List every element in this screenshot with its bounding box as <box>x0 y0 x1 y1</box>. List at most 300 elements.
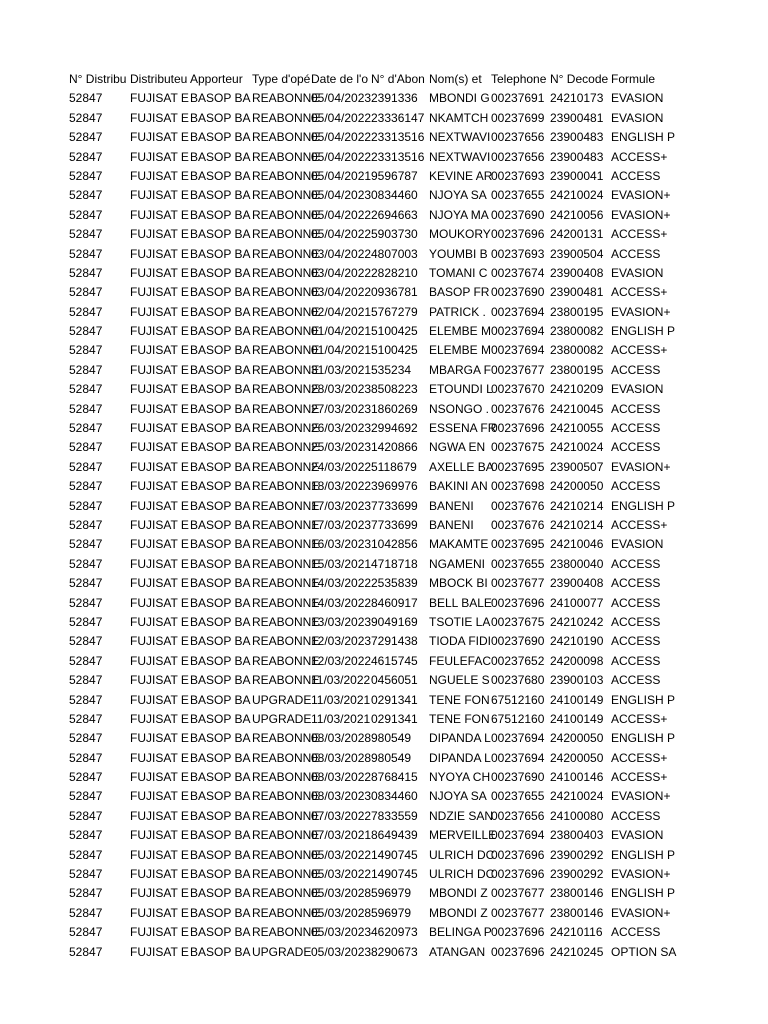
table-cell: BASOP BA <box>190 556 251 571</box>
table-cell: REABONNE <box>252 576 320 591</box>
table-cell: ACCESS+ <box>611 750 668 765</box>
table-cell: 03/04/2022 <box>311 265 372 280</box>
table-cell: 2535839 <box>371 576 418 591</box>
table-cell: 24200050 <box>550 731 604 746</box>
table-cell: 52847 <box>69 770 103 785</box>
table-row <box>68 652 670 671</box>
table-cell: 1860269 <box>371 401 418 416</box>
table-cell: 52847 <box>69 692 103 707</box>
table-cell: BASOP BA <box>190 847 251 862</box>
table-row <box>68 109 670 128</box>
table-cell: 52847 <box>69 808 103 823</box>
table-cell: BASOP BA <box>190 867 251 882</box>
table-cell: FUJISAT E <box>130 130 189 145</box>
table-cell: BASOP BA <box>190 207 251 222</box>
table-cell: 05/03/2028 <box>311 886 372 901</box>
table-cell: 1490745 <box>371 847 418 862</box>
table-cell: 3969976 <box>371 479 418 494</box>
table-cell: 00237690 <box>491 207 545 222</box>
table-cell: BASOP BA <box>190 808 251 823</box>
table-cell: REABONNE <box>252 479 320 494</box>
table-cell: 7833559 <box>371 808 418 823</box>
table-cell: 52847 <box>69 905 103 920</box>
table-cell: 28/03/2023 <box>311 382 372 397</box>
table-cell: NDZIE SAN <box>429 808 494 823</box>
table-cell: 2994692 <box>371 421 418 436</box>
table-cell: 00237655 <box>491 789 545 804</box>
table-cell: 980549 <box>371 731 412 746</box>
table-cell: 08/03/2022 <box>311 770 372 785</box>
table-cell: 24100080 <box>550 808 604 823</box>
table-cell: ACCESS+ <box>611 227 668 242</box>
table-row <box>68 400 670 419</box>
table-cell: TSOTIE LA <box>429 614 491 629</box>
table-cell: 4615745 <box>371 653 418 668</box>
table-cell: 24210024 <box>550 789 604 804</box>
table-cell: ACCESS+ <box>611 711 668 726</box>
table-cell: 05/04/2021 <box>311 168 372 183</box>
table-cell: 52847 <box>69 944 103 959</box>
table-cell: REABONNE <box>252 653 320 668</box>
table-cell: 596979 <box>371 886 412 901</box>
table-cell: 23800082 <box>550 324 604 339</box>
table-cell: BASOP BA <box>190 421 251 436</box>
table-cell: FUJISAT E <box>130 614 189 629</box>
table-cell: 07/03/2021 <box>311 828 372 843</box>
table-cell: 23900504 <box>550 246 604 261</box>
header-cell-col-operation-type: Type d'opé <box>252 72 311 86</box>
table-cell: 1490745 <box>371 867 418 882</box>
spreadsheet-table <box>68 70 677 962</box>
table-cell: FUJISAT E <box>130 479 189 494</box>
table-cell: ACCESS <box>611 246 661 261</box>
table-cell: FUJISAT E <box>130 867 189 882</box>
table-cell: 00237694 <box>491 324 545 339</box>
table-cell: 23900292 <box>550 847 604 862</box>
table-cell: 00237696 <box>491 944 545 959</box>
table-cell: ENGLISH P <box>611 731 676 746</box>
table-cell: EVASION+ <box>611 789 671 804</box>
table-cell: EVASION <box>611 382 664 397</box>
table-cell: 26/03/2023 <box>311 421 372 436</box>
table-cell: ACCESS <box>611 576 661 591</box>
table-row <box>68 787 670 806</box>
table-cell: 00237694 <box>491 304 545 319</box>
header-cell-col-distributor: Distributeu <box>130 72 188 86</box>
table-cell: 8768415 <box>371 770 418 785</box>
table-cell: 00237690 <box>491 634 545 649</box>
table-cell: REABONNE <box>252 847 320 862</box>
table-cell: FUJISAT E <box>130 634 189 649</box>
table-row <box>68 826 670 845</box>
table-cell: BASOP BA <box>190 459 251 474</box>
table-cell: 67512160 <box>491 711 545 726</box>
table-cell: 24210209 <box>550 382 604 397</box>
table-cell: 18/03/2022 <box>311 479 372 494</box>
header-cell-col-referrer: Apporteur <box>190 72 243 86</box>
table-cell: FUJISAT E <box>130 440 189 455</box>
table-row <box>68 535 670 554</box>
table-row <box>68 264 670 283</box>
table-cell: DIPANDA L <box>429 731 491 746</box>
table-cell: 05/03/2022 <box>311 847 372 862</box>
table-cell: BASOP BA <box>190 130 251 145</box>
table-cell: 24200050 <box>550 750 604 765</box>
table-cell: REABONNE <box>252 91 320 106</box>
table-cell: 24210024 <box>550 188 604 203</box>
table-cell: 03/04/2022 <box>311 285 372 300</box>
table-cell: ACCESS <box>611 168 661 183</box>
table-cell: FUJISAT E <box>130 517 189 532</box>
header-cell-col-distributor-number: N° Distribu <box>69 72 127 86</box>
table-cell: 00237655 <box>491 188 545 203</box>
table-cell: 980549 <box>371 750 412 765</box>
table-cell: 23900041 <box>550 168 604 183</box>
table-cell: ACCESS <box>611 595 661 610</box>
table-cell: REABONNE <box>252 130 320 145</box>
table-cell: 8649439 <box>371 828 418 843</box>
table-cell: 08/03/2023 <box>311 789 372 804</box>
table-cell: UPGRADE <box>252 711 312 726</box>
table-cell: 52847 <box>69 653 103 668</box>
table-cell: 15/03/2021 <box>311 556 372 571</box>
table-cell: BASOP BA <box>190 537 251 552</box>
table-cell: 23900481 <box>550 110 604 125</box>
table-cell: 0834460 <box>371 789 418 804</box>
table-row <box>68 884 676 903</box>
table-cell: 23800040 <box>550 556 604 571</box>
table-row <box>68 167 670 186</box>
table-cell: 52847 <box>69 130 103 145</box>
table-cell: 52847 <box>69 246 103 261</box>
table-cell: 00237696 <box>491 847 545 862</box>
table-cell: BASOP BA <box>190 498 251 513</box>
table-cell: 8290673 <box>371 944 418 959</box>
table-cell: BASOP BA <box>190 750 251 765</box>
table-cell: EVASION <box>611 265 664 280</box>
header-cell-col-formula: Formule <box>611 72 656 86</box>
table-cell: 12/03/2022 <box>311 653 372 668</box>
table-cell: 00237695 <box>491 537 545 552</box>
table-cell: MBONDI G <box>429 91 490 106</box>
table-cell: BASOP BA <box>190 828 251 843</box>
table-row <box>68 380 670 399</box>
table-body <box>68 89 677 962</box>
table-cell: ACCESS <box>611 440 661 455</box>
table-cell: FUJISAT E <box>130 770 189 785</box>
table-cell: FUJISAT E <box>130 207 189 222</box>
table-cell: 00237677 <box>491 576 545 591</box>
table-cell: EVASION <box>611 110 664 125</box>
table-cell: 52847 <box>69 227 103 242</box>
table-cell: REABONNE <box>252 227 320 242</box>
table-cell: 05/03/2023 <box>311 925 372 940</box>
table-cell: EVASION+ <box>611 188 671 203</box>
table-cell: 52847 <box>69 168 103 183</box>
table-cell: 05/04/2023 <box>311 91 372 106</box>
table-cell: FUJISAT E <box>130 285 189 300</box>
table-cell: 00237656 <box>491 149 545 164</box>
table-cell: 24210214 <box>550 498 604 513</box>
table-cell: BASOP BA <box>190 517 251 532</box>
table-cell: FUJISAT E <box>130 227 189 242</box>
table-cell: 05/03/2028 <box>311 905 372 920</box>
table-cell: 00237690 <box>491 770 545 785</box>
table-cell: ACCESS+ <box>611 149 668 164</box>
table-cell: TOMANI C <box>429 265 488 280</box>
table-cell: 00237656 <box>491 130 545 145</box>
table-cell: 52847 <box>69 382 103 397</box>
table-cell: 24100146 <box>550 770 604 785</box>
table-cell: 00237690 <box>491 285 545 300</box>
table-cell: ULRICH DC <box>429 847 495 862</box>
table-cell: BANENI <box>429 517 474 532</box>
table-cell: FUJISAT E <box>130 421 189 436</box>
table-cell: ACCESS+ <box>611 770 668 785</box>
table-cell: 05/03/2022 <box>311 867 372 882</box>
table-cell: 52847 <box>69 711 103 726</box>
table-cell: FUJISAT E <box>130 149 189 164</box>
table-cell: BASOP FR <box>429 285 490 300</box>
table-cell: 23900483 <box>550 130 604 145</box>
table-cell: BASOP BA <box>190 304 251 319</box>
table-cell: 00237674 <box>491 265 545 280</box>
table-cell: 00237694 <box>491 750 545 765</box>
table-cell: REABONNE <box>252 770 320 785</box>
table-cell: 52847 <box>69 479 103 494</box>
table-cell: EVASION+ <box>611 304 671 319</box>
table-row <box>68 710 670 729</box>
table-cell: REABONNE <box>252 673 320 688</box>
table-cell: 00237696 <box>491 925 545 940</box>
table-cell: REABONNE <box>252 614 320 629</box>
table-cell: BASOP BA <box>190 362 251 377</box>
table-cell: FUJISAT E <box>130 886 189 901</box>
table-cell: 00237694 <box>491 343 545 358</box>
table-cell: UPGRADE <box>252 692 312 707</box>
table-cell: 02/04/2021 <box>311 304 372 319</box>
table-cell: 17/03/2023 <box>311 498 372 513</box>
table-cell: 24210116 <box>550 925 603 940</box>
table-cell: BASOP BA <box>190 634 251 649</box>
table-cell: FUJISAT E <box>130 188 189 203</box>
table-cell: 05/04/2022 <box>311 149 372 164</box>
table-cell: 03/04/2022 <box>311 246 372 261</box>
table-cell: FUJISAT E <box>130 537 189 552</box>
table-cell: BASOP BA <box>190 246 251 261</box>
table-row <box>68 516 670 535</box>
table-cell: FUJISAT E <box>130 905 189 920</box>
table-cell: 0291341 <box>371 711 418 726</box>
table-cell: BASOP BA <box>190 91 251 106</box>
table-cell: 52847 <box>69 537 103 552</box>
table-cell: 52847 <box>69 91 103 106</box>
table-cell: 23900408 <box>550 576 604 591</box>
table-cell: REABONNE <box>252 382 320 397</box>
header-cell-col-subscriber-number: N° d'Abon <box>371 72 425 86</box>
table-cell: 24210173 <box>550 91 604 106</box>
table-cell: 52847 <box>69 265 103 280</box>
table-cell: 00237656 <box>491 808 545 823</box>
table-cell: YOUMBI B <box>429 246 488 261</box>
table-cell: 4807003 <box>371 246 418 261</box>
table-cell: FUJISAT E <box>130 343 189 358</box>
table-cell: REABONNE <box>252 886 320 901</box>
table-cell: 52847 <box>69 188 103 203</box>
table-cell: 9596787 <box>371 168 418 183</box>
table-cell: NGAMENI <box>429 556 486 571</box>
table-cell: 00237699 <box>491 110 545 125</box>
table-cell: FUJISAT E <box>130 595 189 610</box>
table-cell: BASOP BA <box>190 168 251 183</box>
table-cell: 8508223 <box>371 382 418 397</box>
table-cell: ACCESS <box>611 479 661 494</box>
table-cell: 00237675 <box>491 614 545 629</box>
table-cell: 52847 <box>69 440 103 455</box>
table-row <box>68 749 670 768</box>
table-cell: REABONNE <box>252 401 320 416</box>
table-cell: 0834460 <box>371 188 418 203</box>
table-cell: 00237694 <box>491 731 545 746</box>
table-cell: 00237675 <box>491 440 545 455</box>
table-cell: BANENI <box>429 498 474 513</box>
table-cell: ELEMBE M <box>429 343 492 358</box>
table-cell: BASOP BA <box>190 285 251 300</box>
table-row <box>68 671 670 690</box>
table-cell: 5118679 <box>371 459 417 474</box>
table-cell: ACCESS+ <box>611 343 668 358</box>
table-cell: 52847 <box>69 207 103 222</box>
table-row <box>68 438 670 457</box>
table-cell: REABONNE <box>252 421 320 436</box>
table-cell: BASOP BA <box>190 925 251 940</box>
table-cell: 5903730 <box>371 227 418 242</box>
table-cell: 24100149 <box>550 711 604 726</box>
table-cell: UPGRADE <box>252 944 312 959</box>
table-cell: 23900103 <box>550 673 604 688</box>
table-row <box>68 904 670 923</box>
table-cell: ETOUNDI L <box>429 382 493 397</box>
table-cell: 00237655 <box>491 556 545 571</box>
table-cell: MOUKORY <box>429 227 491 242</box>
table-cell: ACCESS+ <box>611 517 668 532</box>
header-cell-col-decoder-number: N° Decode <box>550 72 609 86</box>
table-cell: REABONNE <box>252 324 320 339</box>
table-row <box>68 477 670 496</box>
table-cell: PATRICK . <box>429 304 486 319</box>
table-cell: ATANGAN <box>429 944 486 959</box>
table-cell: 00237677 <box>491 886 545 901</box>
table-cell: 24210056 <box>550 207 604 222</box>
header-row <box>68 70 670 89</box>
table-cell: BASOP BA <box>190 343 251 358</box>
table-cell: FUJISAT E <box>130 673 189 688</box>
table-cell: ENGLISH P <box>611 324 676 339</box>
table-cell: REABONNE <box>252 110 320 125</box>
table-cell: 52847 <box>69 421 103 436</box>
table-cell: 0291341 <box>371 692 418 707</box>
table-cell: 00237676 <box>491 401 545 416</box>
table-cell: REABONNE <box>252 556 320 571</box>
table-cell: FUJISAT E <box>130 711 189 726</box>
table-cell: ACCESS <box>611 556 661 571</box>
table-cell: 11/03/2021 <box>311 692 371 707</box>
table-row <box>68 807 670 826</box>
table-cell: BASOP BA <box>190 188 251 203</box>
table-row <box>68 594 670 613</box>
table-cell: 7291438 <box>371 634 418 649</box>
table-cell: REABONNE <box>252 285 320 300</box>
table-cell: FUJISAT E <box>130 653 189 668</box>
table-cell: 52847 <box>69 576 103 591</box>
table-cell: 7733699 <box>371 517 418 532</box>
table-cell: FUJISAT E <box>130 498 189 513</box>
table-cell: NYOYA CH <box>429 770 491 785</box>
table-cell: BASOP BA <box>190 731 251 746</box>
table-cell: ULRICH DC <box>429 867 495 882</box>
table-cell: FUJISAT E <box>130 459 189 474</box>
table-cell: REABONNE <box>252 343 320 358</box>
table-cell: REABONNE <box>252 808 320 823</box>
table-cell: 00237677 <box>491 905 545 920</box>
table-cell: BASOP BA <box>190 905 251 920</box>
table-cell: 17/03/2023 <box>311 517 372 532</box>
table-cell: ACCESS <box>611 614 661 629</box>
table-cell: 1420866 <box>371 440 418 455</box>
table-cell: BASOP BA <box>190 711 251 726</box>
table-cell: 23800195 <box>550 362 604 377</box>
table-cell: REABONNE <box>252 925 320 940</box>
table-cell: ENGLISH P <box>611 130 676 145</box>
table-cell: 24210024 <box>550 440 604 455</box>
table-cell: REABONNE <box>252 867 320 882</box>
table-cell: FUJISAT E <box>130 246 189 261</box>
table-cell: 2694663 <box>371 207 418 222</box>
table-cell: 11/03/2022 <box>311 673 371 688</box>
table-cell: BASOP BA <box>190 382 251 397</box>
table-cell: FEULEFAC <box>429 653 492 668</box>
table-cell: 24100077 <box>550 595 604 610</box>
table-cell: FUJISAT E <box>130 304 189 319</box>
table-cell: KEVINE AR <box>429 168 493 183</box>
table-cell: BASOP BA <box>190 944 251 959</box>
table-cell: BASOP BA <box>190 440 251 455</box>
table-cell: 52847 <box>69 149 103 164</box>
table-cell: ACCESS <box>611 653 661 668</box>
table-cell: 05/04/2022 <box>311 110 372 125</box>
table-cell: 535234 <box>371 362 412 377</box>
table-cell: 5100425 <box>371 324 418 339</box>
table-cell: ELEMBE M <box>429 324 492 339</box>
table-cell: FUJISAT E <box>130 362 189 377</box>
table-cell: REABONNE <box>252 905 320 920</box>
table-cell: NJOYA SA <box>429 789 487 804</box>
table-cell: ENGLISH P <box>611 692 676 707</box>
table-row <box>68 923 670 942</box>
table-row <box>68 225 670 244</box>
table-cell: REABONNE <box>252 265 320 280</box>
table-row <box>68 729 676 748</box>
table-cell: MBONDI Z <box>429 886 488 901</box>
table-cell: 00237676 <box>491 498 545 513</box>
table-cell: 25/03/2023 <box>311 440 372 455</box>
table-cell: DIPANDA L <box>429 750 491 765</box>
table-row <box>68 206 670 225</box>
table-cell: 11/03/2021 <box>311 711 371 726</box>
table-cell: 24100149 <box>550 692 604 707</box>
table-row <box>68 846 676 865</box>
table-cell: 00237652 <box>491 653 545 668</box>
